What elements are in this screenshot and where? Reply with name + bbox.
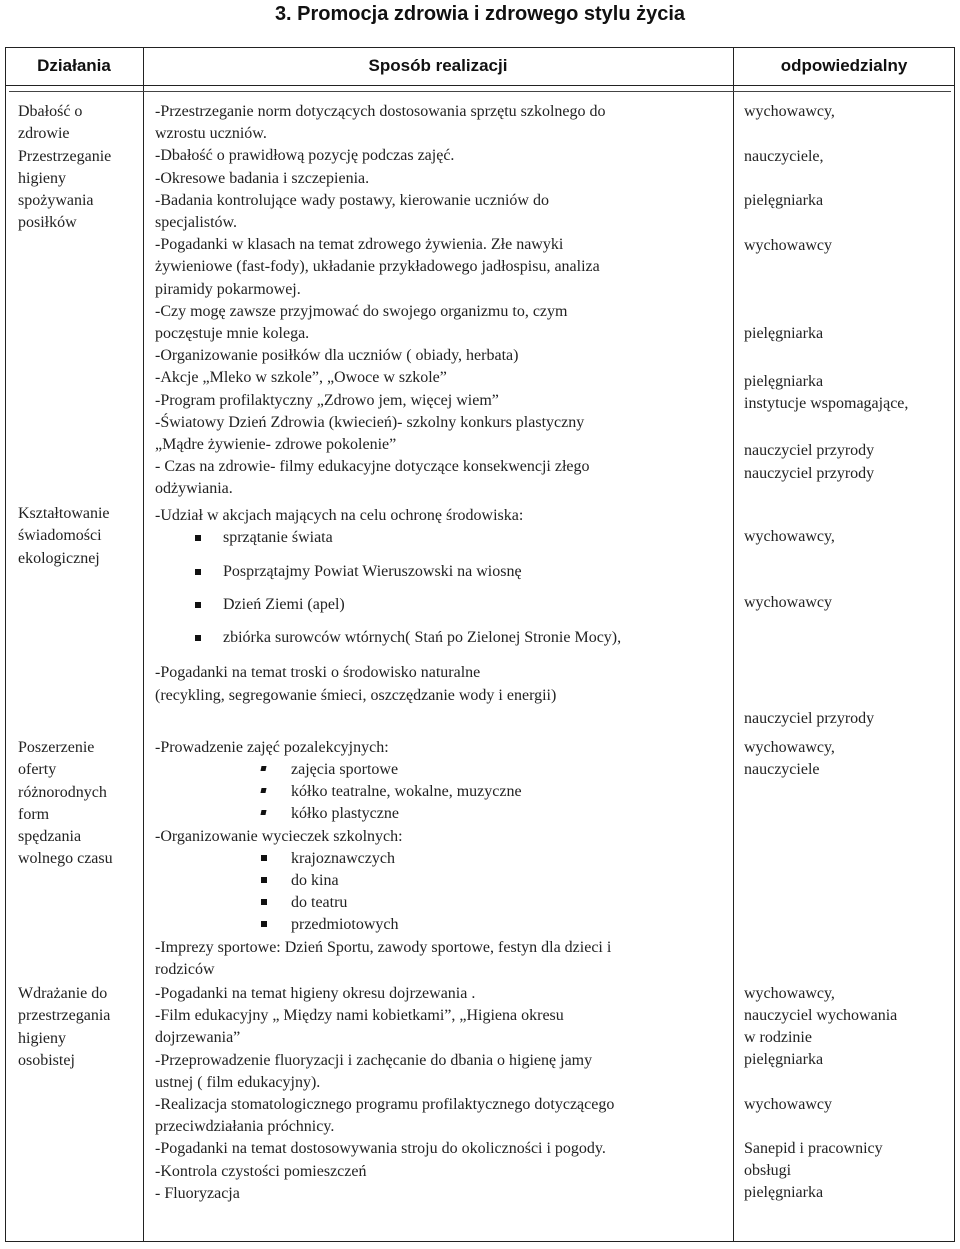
bullet-square xyxy=(261,877,267,883)
category-line: form xyxy=(18,805,50,823)
method-line: piramidy pokarmowej. xyxy=(155,280,301,298)
responsible-line: nauczyciel wychowania xyxy=(744,1007,898,1024)
header-double-rule xyxy=(9,91,951,92)
responsible-line: wychowawcy xyxy=(744,1096,832,1113)
category-line: przestrzegania xyxy=(18,1007,111,1025)
method-line: -Organizowanie posiłków dla uczniów ( obiady, herbata) xyxy=(155,347,519,365)
category-line: posiłków xyxy=(18,214,77,232)
method-line: -Organizowanie wycieczek szkolnych: xyxy=(155,828,403,845)
bullet-text: zbiórka surowców wtórnych( Stań po Zielonej Stronie Mocy), xyxy=(223,629,622,646)
bullet-square xyxy=(260,788,266,793)
method-line: - Fluoryzacja xyxy=(155,1184,240,1202)
column-divider xyxy=(733,47,734,1242)
responsible-line: wychowawcy, xyxy=(744,985,835,1002)
category-line: ekologicznej xyxy=(18,549,100,567)
bullet-square xyxy=(195,635,201,641)
category-line: oferty xyxy=(18,761,57,779)
header-actions: Działania xyxy=(37,56,111,75)
category-leisure xyxy=(18,737,143,871)
method-line: specjalistów. xyxy=(155,214,238,232)
category-hygiene xyxy=(18,983,143,1072)
method-line: -Kontrola czystości pomieszczeń xyxy=(155,1162,367,1180)
category-health xyxy=(18,101,143,235)
category-line: wolnego czasu xyxy=(18,850,113,868)
category-line: świadomości xyxy=(18,527,102,545)
method-line: -Prowadzenie zajęć pozalekcyjnych: xyxy=(155,739,389,756)
bullet-square xyxy=(260,766,266,771)
method-line: -Pogadanki na temat dostosowywania stroju do okoliczności i pogody. xyxy=(155,1140,606,1158)
bullet-text: Dzień Ziemi (apel) xyxy=(223,596,345,613)
category-ecology xyxy=(18,503,143,570)
responsible-line: wychowawcy, xyxy=(744,103,835,120)
responsible-line: pielęgniarka xyxy=(744,325,824,342)
method-line: odżywiania. xyxy=(155,480,233,498)
method-line: przeciwdziałania próchnicy. xyxy=(155,1118,335,1136)
responsible-line: nauczyciel przyrody xyxy=(744,442,875,459)
method-line: -Realizacja stomatologicznego programu profilaktycznego dotyczącego xyxy=(155,1096,615,1114)
method-line: rodziców xyxy=(155,961,215,978)
bullet-text: kółko plastyczne xyxy=(291,805,399,822)
method-line: -Program profilaktyczny „Zdrowo jem, więcej wiem” xyxy=(155,391,499,409)
responsible-line: pielęgniarka xyxy=(744,1051,824,1068)
bullet-square xyxy=(261,899,267,905)
category-line: Przestrzeganie xyxy=(18,147,112,165)
method-line: poczęstuje mnie kolega. xyxy=(155,325,310,343)
header-method: Sposób realizacji xyxy=(368,56,508,75)
bullet-square xyxy=(261,855,267,861)
bullet-square xyxy=(195,535,201,541)
method-line: -Czy mogę zawsze przyjmować do swojego organizmu to, czym xyxy=(155,302,568,320)
responsible-line: wychowawcy xyxy=(744,594,832,611)
method-line: -Dbałość o prawidłową pozycję podczas zajęć. xyxy=(155,147,455,165)
bullet-text: kółko teatralne, wokalne, muzyczne xyxy=(291,783,522,800)
method-line: -Pogadanki na temat higieny okresu dojrzewania . xyxy=(155,985,476,1002)
responsible-line: wychowawcy xyxy=(744,237,832,254)
bullet-text: krajoznawczych xyxy=(291,850,395,867)
responsible-line: pielęgniarka xyxy=(744,373,824,390)
category-line: Poszerzenie xyxy=(18,739,95,756)
method-line: -Przeprowadzenie fluoryzacji i zachęcanie do dbania o higienę jamy xyxy=(155,1051,593,1069)
method-line: żywieniowe (fast-fody), układanie przykładowego jadłospisu, analiza xyxy=(155,258,600,276)
bullet-text: zajęcia sportowe xyxy=(291,761,399,778)
category-line: Wdrażanie do xyxy=(18,985,108,1002)
bullet-text: Posprzątajmy Powiat Wieruszowski na wiosnę xyxy=(223,563,522,580)
responsible-line: pielęgniarka xyxy=(744,1184,824,1201)
category-line: Kształtowanie xyxy=(18,505,110,522)
bullet-square xyxy=(195,602,201,608)
method-line: -Pogadanki na temat troski o środowisko naturalne xyxy=(155,664,481,681)
method-line: ustnej ( film edukacyjny). xyxy=(155,1073,321,1091)
method-line: -Światowy Dzień Zdrowia (kwiecień)- szkolny konkurs plastyczny xyxy=(155,413,585,431)
method-line: -Akcje „Mleko w szkole”, „Owoce w szkole” xyxy=(155,369,447,387)
category-line: zdrowie xyxy=(18,125,70,143)
method-line: -Film edukacyjny „ Między nami kobietkami”, „Higiena okresu xyxy=(155,1007,564,1025)
responsible-line: pielęgniarka xyxy=(744,192,824,209)
category-line: spożywania xyxy=(18,192,94,210)
method-line: -Przestrzeganie norm dotyczących dostosowania sprzętu szkolnego do xyxy=(155,103,606,120)
responsible-line: w rodzinie xyxy=(744,1029,812,1046)
bullet-text: do kina xyxy=(291,872,339,889)
category-line: osobistej xyxy=(18,1051,75,1069)
responsible-line: obsługi xyxy=(744,1162,792,1179)
bullet-square xyxy=(261,921,267,927)
methods-health xyxy=(155,101,725,501)
method-line: - Czas na zdrowie- filmy edukacyjne dotyczące konsekwencji złego xyxy=(155,458,590,476)
method-line: dojrzewania” xyxy=(155,1029,241,1047)
bullet-square xyxy=(195,569,201,575)
responsible-line: nauczyciele, xyxy=(744,148,824,165)
bullet-text: do teatru xyxy=(291,894,348,911)
bullet-text: sprzątanie świata xyxy=(223,529,333,546)
responsible-line: nauczyciel przyrody xyxy=(744,465,875,482)
category-line: spędzania xyxy=(18,828,82,846)
bullet-square xyxy=(260,810,266,815)
bullet-text: przedmiotowych xyxy=(291,916,399,933)
column-divider xyxy=(143,47,144,1242)
method-line: -Pogadanki w klasach na temat zdrowego żywienia. Złe nawyki xyxy=(155,236,564,254)
methods-hygiene xyxy=(155,983,725,1205)
category-line: higieny xyxy=(18,1029,66,1047)
page-title: 3. Promocja zdrowia i zdrowego stylu życia xyxy=(274,3,686,25)
responsible-line: Sanepid i pracownicy xyxy=(744,1140,883,1157)
method-line: -Okresowe badania i szczepienia. xyxy=(155,169,370,187)
header-responsible: odpowiedzialny xyxy=(780,56,908,75)
method-line: -Imprezy sportowe: Dzień Sportu, zawody sportowe, festyn dla dzieci i xyxy=(155,939,612,956)
category-line: Dbałość o xyxy=(18,103,83,120)
category-line: różnorodnych xyxy=(18,783,107,801)
method-line: -Udział w akcjach mających na celu ochronę środowiska: xyxy=(155,507,524,524)
responsible-line: nauczyciele xyxy=(744,761,820,778)
category-line: higieny xyxy=(18,169,66,187)
responsible-line: nauczyciel przyrody xyxy=(744,710,875,727)
header-rule xyxy=(5,85,955,86)
responsible-line: instytucje wspomagające, xyxy=(744,395,909,412)
method-line: (recykling, segregowanie śmieci, oszczędzanie wody i energii) xyxy=(155,687,557,704)
method-line: -Badania kontrolujące wady postawy, kierowanie uczniów do xyxy=(155,191,549,209)
method-line: „Mądre żywienie- zdrowe pokolenie” xyxy=(155,436,397,454)
method-line: wzrostu uczniów. xyxy=(155,125,267,143)
responsible-line: wychowawcy, xyxy=(744,739,835,756)
responsible-line: wychowawcy, xyxy=(744,528,835,545)
